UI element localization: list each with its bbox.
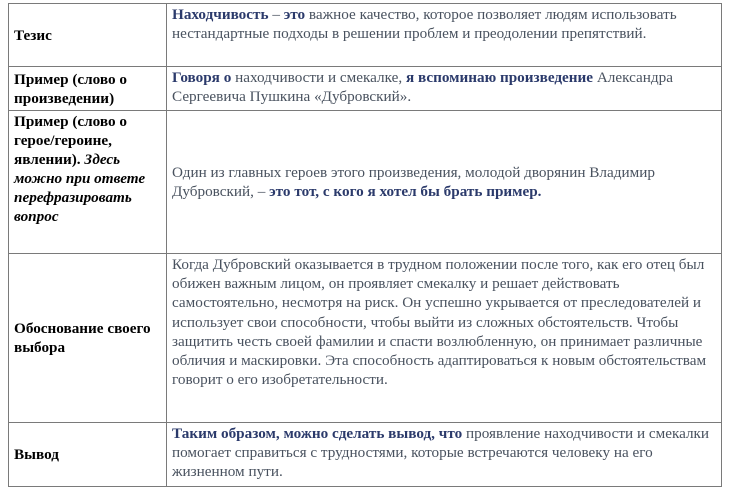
row-label-justification	[9, 254, 167, 423]
text-part: Когда Дубровский оказывается в трудном положении после того, как его отец был обижен важным лицом, он проявляет смекалку и решает действовать самостоятельно, несмотря на риск. Он успешно укрывается от преследователей и использует свои способности, чтобы выйти из сложных обстоятельств. Чтобы защитить честь своей фамилии и спасти возлюбленную, он принимает различные обличия и маскировки. Эта способность адаптироваться к новым обстоятельствам говорит о его изобретательности.	[172, 256, 707, 389]
row-label-text: Пример (слово о герое/героине, явлении).	[14, 113, 127, 168]
text-part: важное качество, которое позволяет людям использовать нестандартные подходы в решении проблем и преодолении препятствий.	[172, 6, 677, 43]
row-content-example-work	[167, 67, 722, 111]
text-part: –	[268, 6, 284, 23]
text-part: Говоря о	[172, 69, 232, 86]
table-row	[9, 4, 722, 67]
text-part: Один из главных героев этого произведения, молодой дворянин Владимир Дубровский, –	[172, 163, 655, 200]
row-label-hint: Здесь можно при ответе перефразировать вопрос	[14, 151, 146, 225]
essay-plan-table	[8, 3, 722, 487]
text-part: это тот, с кого я хотел бы брать пример.	[269, 183, 542, 200]
text-part: находчивости и смекалке,	[231, 69, 406, 86]
row-label-example-hero	[9, 111, 167, 254]
row-content-thesis	[167, 4, 722, 67]
text-part: Александра Сергеевича Пушкина «Дубровский».	[172, 69, 673, 106]
text-part: проявление находчивости и смекалки помогает справиться с трудностями, которые встречаются человеку на его жизненном пути.	[172, 425, 710, 481]
table-row	[9, 423, 722, 487]
row-label-text: Вывод	[14, 446, 59, 463]
row-label-text: Пример (слово о произведении)	[14, 70, 127, 107]
table-row	[9, 254, 722, 423]
row-content-justification	[167, 254, 722, 423]
row-label-conclusion	[9, 423, 167, 487]
row-content-example-hero	[167, 111, 722, 254]
text-part: Таким образом, можно сделать вывод, что	[172, 425, 463, 442]
text-part: Находчивость	[172, 6, 269, 23]
row-label-example-work	[9, 67, 167, 111]
table-row	[9, 111, 722, 254]
row-content-conclusion	[167, 423, 722, 487]
text-part: это	[283, 6, 306, 23]
text-part: я вспоминаю произведение	[405, 69, 594, 86]
row-label-thesis	[9, 4, 167, 67]
table-row	[9, 67, 722, 111]
row-label-text: Обоснование своего выбора	[14, 320, 151, 356]
row-label-text: Тезис	[14, 26, 52, 44]
